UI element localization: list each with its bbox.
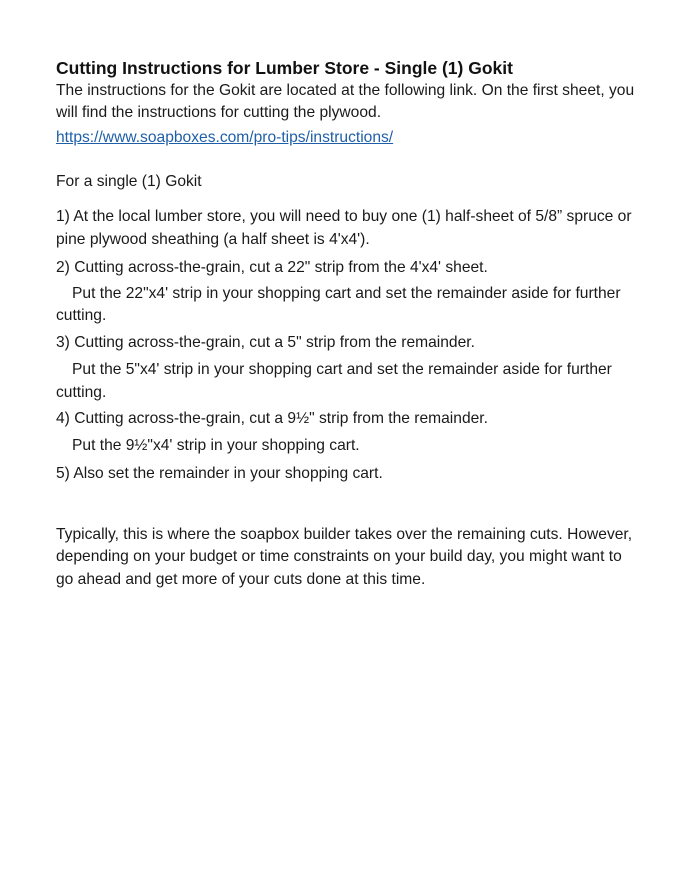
document-title: Cutting Instructions for Lumber Store - Single (1) Gokit	[56, 58, 513, 78]
step-item	[56, 257, 636, 328]
step-text: 2) Cutting across-the-grain, cut a 22" strip from the 4'x4' sheet.	[56, 259, 488, 276]
closing-paragraph: Typically, this is where the soapbox builder takes over the remaining cuts. However, depending on your budget or time constraints on your build day, you might want to go ahead and get more of your cuts done at this time.	[56, 525, 633, 588]
document-page	[56, 56, 636, 591]
step-text: 4) Cutting across-the-grain, cut a 9½" strip from the remainder.	[56, 410, 488, 427]
intro-paragraph: The instructions for the Gokit are located at the following link. On the first sheet, you will find the instructions for cutting the plywood.	[56, 82, 635, 121]
step-text: 3) Cutting across-the-grain, cut a 5" strip from the remainder.	[56, 333, 475, 351]
step-item	[56, 408, 636, 457]
step-detail: Put the 9½"x4' strip in your shopping cart.	[72, 436, 360, 454]
step-text: 5) Also set the remainder in your shopping cart.	[56, 465, 383, 482]
step-detail: Put the 5"x4' strip in your shopping cart and set the remainder aside for further cutting.	[56, 361, 612, 401]
instructions-link[interactable]: https://www.soapboxes.com/pro-tips/instructions/	[56, 129, 394, 146]
step-item	[56, 206, 636, 251]
subheading: For a single (1) Gokit	[56, 173, 202, 190]
step-detail: Put the 22"x4' strip in your shopping cart and set the remainder aside for further cutting.	[56, 284, 621, 324]
step-item	[56, 463, 636, 486]
step-text: 1) At the local lumber store, you will need to buy one (1) half-sheet of 5/8” spruce or pine plywood sheathing (a half sheet is 4'x4').	[56, 208, 632, 248]
steps-list	[56, 206, 636, 486]
step-item	[56, 332, 636, 405]
